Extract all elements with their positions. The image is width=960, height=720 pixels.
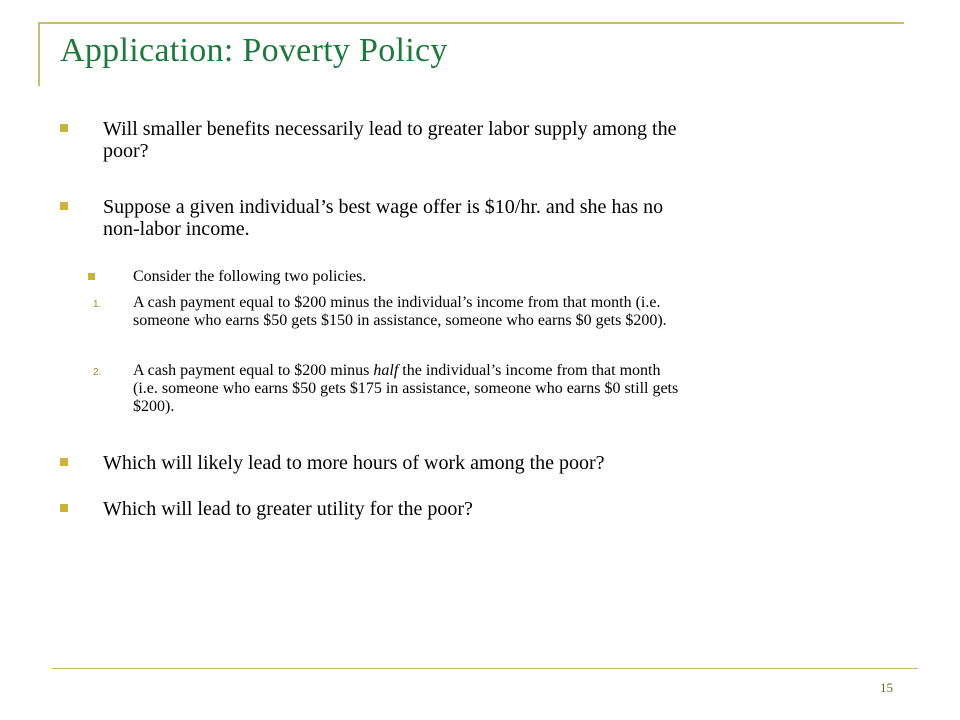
item-1-number: 1. bbox=[93, 299, 102, 310]
bullet-3 bbox=[60, 452, 680, 474]
square-bullet-icon bbox=[88, 273, 95, 280]
sub-bullet bbox=[60, 268, 680, 286]
page-number: 15 bbox=[880, 680, 893, 695]
left-rule bbox=[38, 22, 40, 86]
numbered-item-2 bbox=[60, 362, 680, 416]
square-bullet-icon bbox=[60, 124, 68, 132]
square-bullet-icon bbox=[60, 504, 68, 512]
sub-bullet-text: Consider the following two policies. bbox=[133, 268, 367, 285]
bullet-4-text: Which will lead to greater utility for the poor? bbox=[103, 498, 473, 520]
bottom-rule bbox=[52, 668, 918, 669]
slide-content bbox=[60, 118, 680, 520]
slide-title: Application: Poverty Policy bbox=[60, 32, 448, 69]
item-2-emphasis: half bbox=[373, 362, 399, 379]
square-bullet-icon bbox=[60, 202, 68, 210]
bullet-1-text: Will smaller benefits necessarily lead to greater labor supply among the poor? bbox=[103, 118, 677, 162]
square-bullet-icon bbox=[60, 458, 68, 466]
top-rule bbox=[38, 22, 904, 24]
item-1-text: A cash payment equal to $200 minus the individual’s income from that month (i.e. someone who earns $50 gets $150 in assistance, someone who earns $0 gets $200). bbox=[133, 294, 667, 329]
bullet-1 bbox=[60, 118, 680, 162]
item-2-text-pre: A cash payment equal to $200 minus bbox=[133, 362, 374, 379]
item-2-number: 2. bbox=[93, 367, 102, 378]
item-2-text-post: the individual’s income from that month (i.e. someone who earns $50 gets $175 in assistance, someone who earns $0 still gets $200). bbox=[133, 362, 679, 415]
bullet-4 bbox=[60, 498, 680, 520]
bullet-2 bbox=[60, 196, 680, 240]
bullet-2-text: Suppose a given individual’s best wage offer is $10/hr. and she has no non-labor income. bbox=[103, 196, 664, 240]
numbered-item-1 bbox=[60, 294, 680, 330]
bullet-3-text: Which will likely lead to more hours of work among the poor? bbox=[103, 452, 605, 474]
